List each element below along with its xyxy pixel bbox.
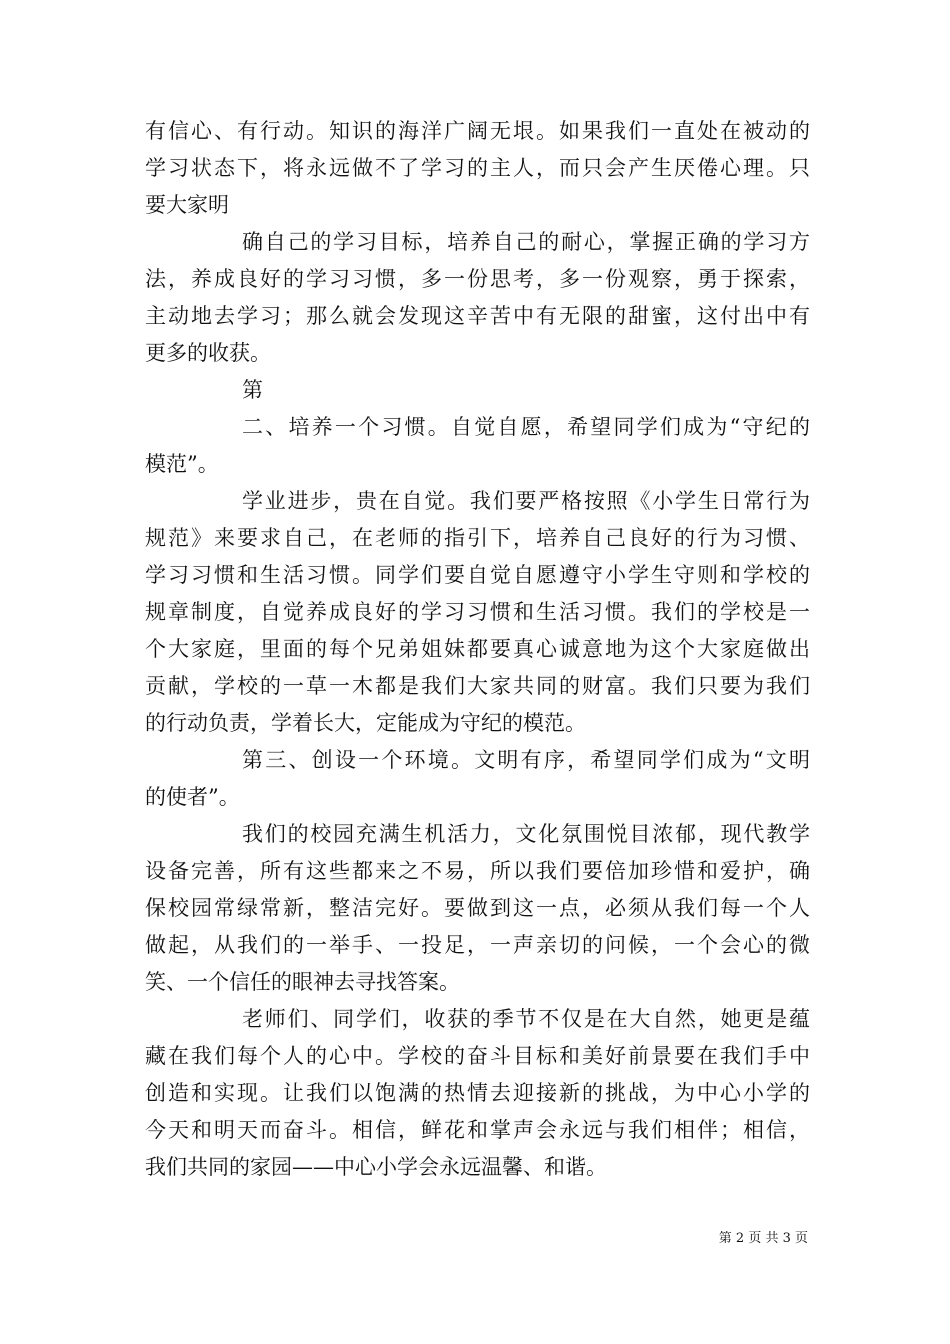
text-line: 主动地去学习；那么就会发现这辛苦中有无限的甜蜜，这付出中有 — [145, 304, 810, 328]
text-line: 保校园常绿常新，整洁完好。要做到这一点，必须从我们每一个人 — [145, 896, 810, 920]
text-line: 二、培养一个习惯。自觉自愿，希望同学们成为“守纪的 — [242, 415, 810, 439]
text-line: 今天和明天而奋斗。相信，鲜花和掌声会永远与我们相伴；相信， — [145, 1118, 810, 1142]
text-line: 有信心、有行动。知识的海洋广阔无垠。如果我们一直处在被动的 — [145, 119, 810, 143]
text-line: 法，养成良好的学习习惯，多一份思考，多一份观察，勇于探索， — [145, 267, 810, 291]
text-line: 第 — [242, 378, 263, 402]
text-line: 模范”。 — [145, 452, 219, 476]
text-line: 学习习惯和生活习惯。同学们要自觉自愿遵守小学生守则和学校的 — [145, 563, 810, 587]
text-line: 做起，从我们的一举手、一投足，一声亲切的问候，一个会心的微 — [145, 933, 810, 957]
text-line: 学习状态下，将永远做不了学习的主人，而只会产生厌倦心理。只 — [145, 156, 810, 180]
text-line: 贡献，学校的一草一木都是我们大家共同的财富。我们只要为我们 — [145, 674, 810, 698]
text-line: 创造和实现。让我们以饱满的热情去迎接新的挑战，为中心小学的 — [145, 1081, 810, 1105]
text-line: 规范》来要求自己，在老师的指引下，培养自己良好的行为习惯、 — [145, 526, 810, 550]
page-number-footer: 第 2 页 共 3 页 — [718, 1231, 808, 1246]
text-line: 设备完善，所有这些都来之不易，所以我们要倍加珍惜和爱护，确 — [145, 859, 810, 883]
text-line: 我们的校园充满生机活力，文化氛围悦目浓郁，现代教学 — [242, 822, 810, 846]
text-line: 老师们、同学们，收获的季节不仅是在大自然，她更是蕴 — [242, 1007, 810, 1031]
document-body — [145, 113, 810, 1186]
text-line: 第三、创设一个环境。文明有序，希望同学们成为“文明 — [242, 748, 810, 772]
text-line: 确自己的学习目标，培养自己的耐心，掌握正确的学习方 — [242, 230, 810, 254]
text-line: 的使者”。 — [145, 785, 240, 809]
text-line: 藏在我们每个人的心中。学校的奋斗目标和美好前景要在我们手中 — [145, 1044, 810, 1068]
text-line: 个大家庭，里面的每个兄弟姐妹都要真心诚意地为这个大家庭做出 — [145, 637, 810, 661]
text-line: 笑、一个信任的眼神去寻找答案。 — [145, 970, 460, 994]
text-line: 更多的收获。 — [145, 341, 271, 365]
text-line: 规章制度，自觉养成良好的学习习惯和生活习惯。我们的学校是一 — [145, 600, 810, 624]
text-line: 我们共同的家园——中心小学会永远温馨、和谐。 — [145, 1155, 607, 1179]
text-line: 学业进步，贵在自觉。我们要严格按照《小学生日常行为 — [242, 489, 810, 513]
text-line: 的行动负责，学着长大，定能成为守纪的模范。 — [145, 711, 586, 735]
text-line: 要大家明 — [145, 193, 229, 217]
